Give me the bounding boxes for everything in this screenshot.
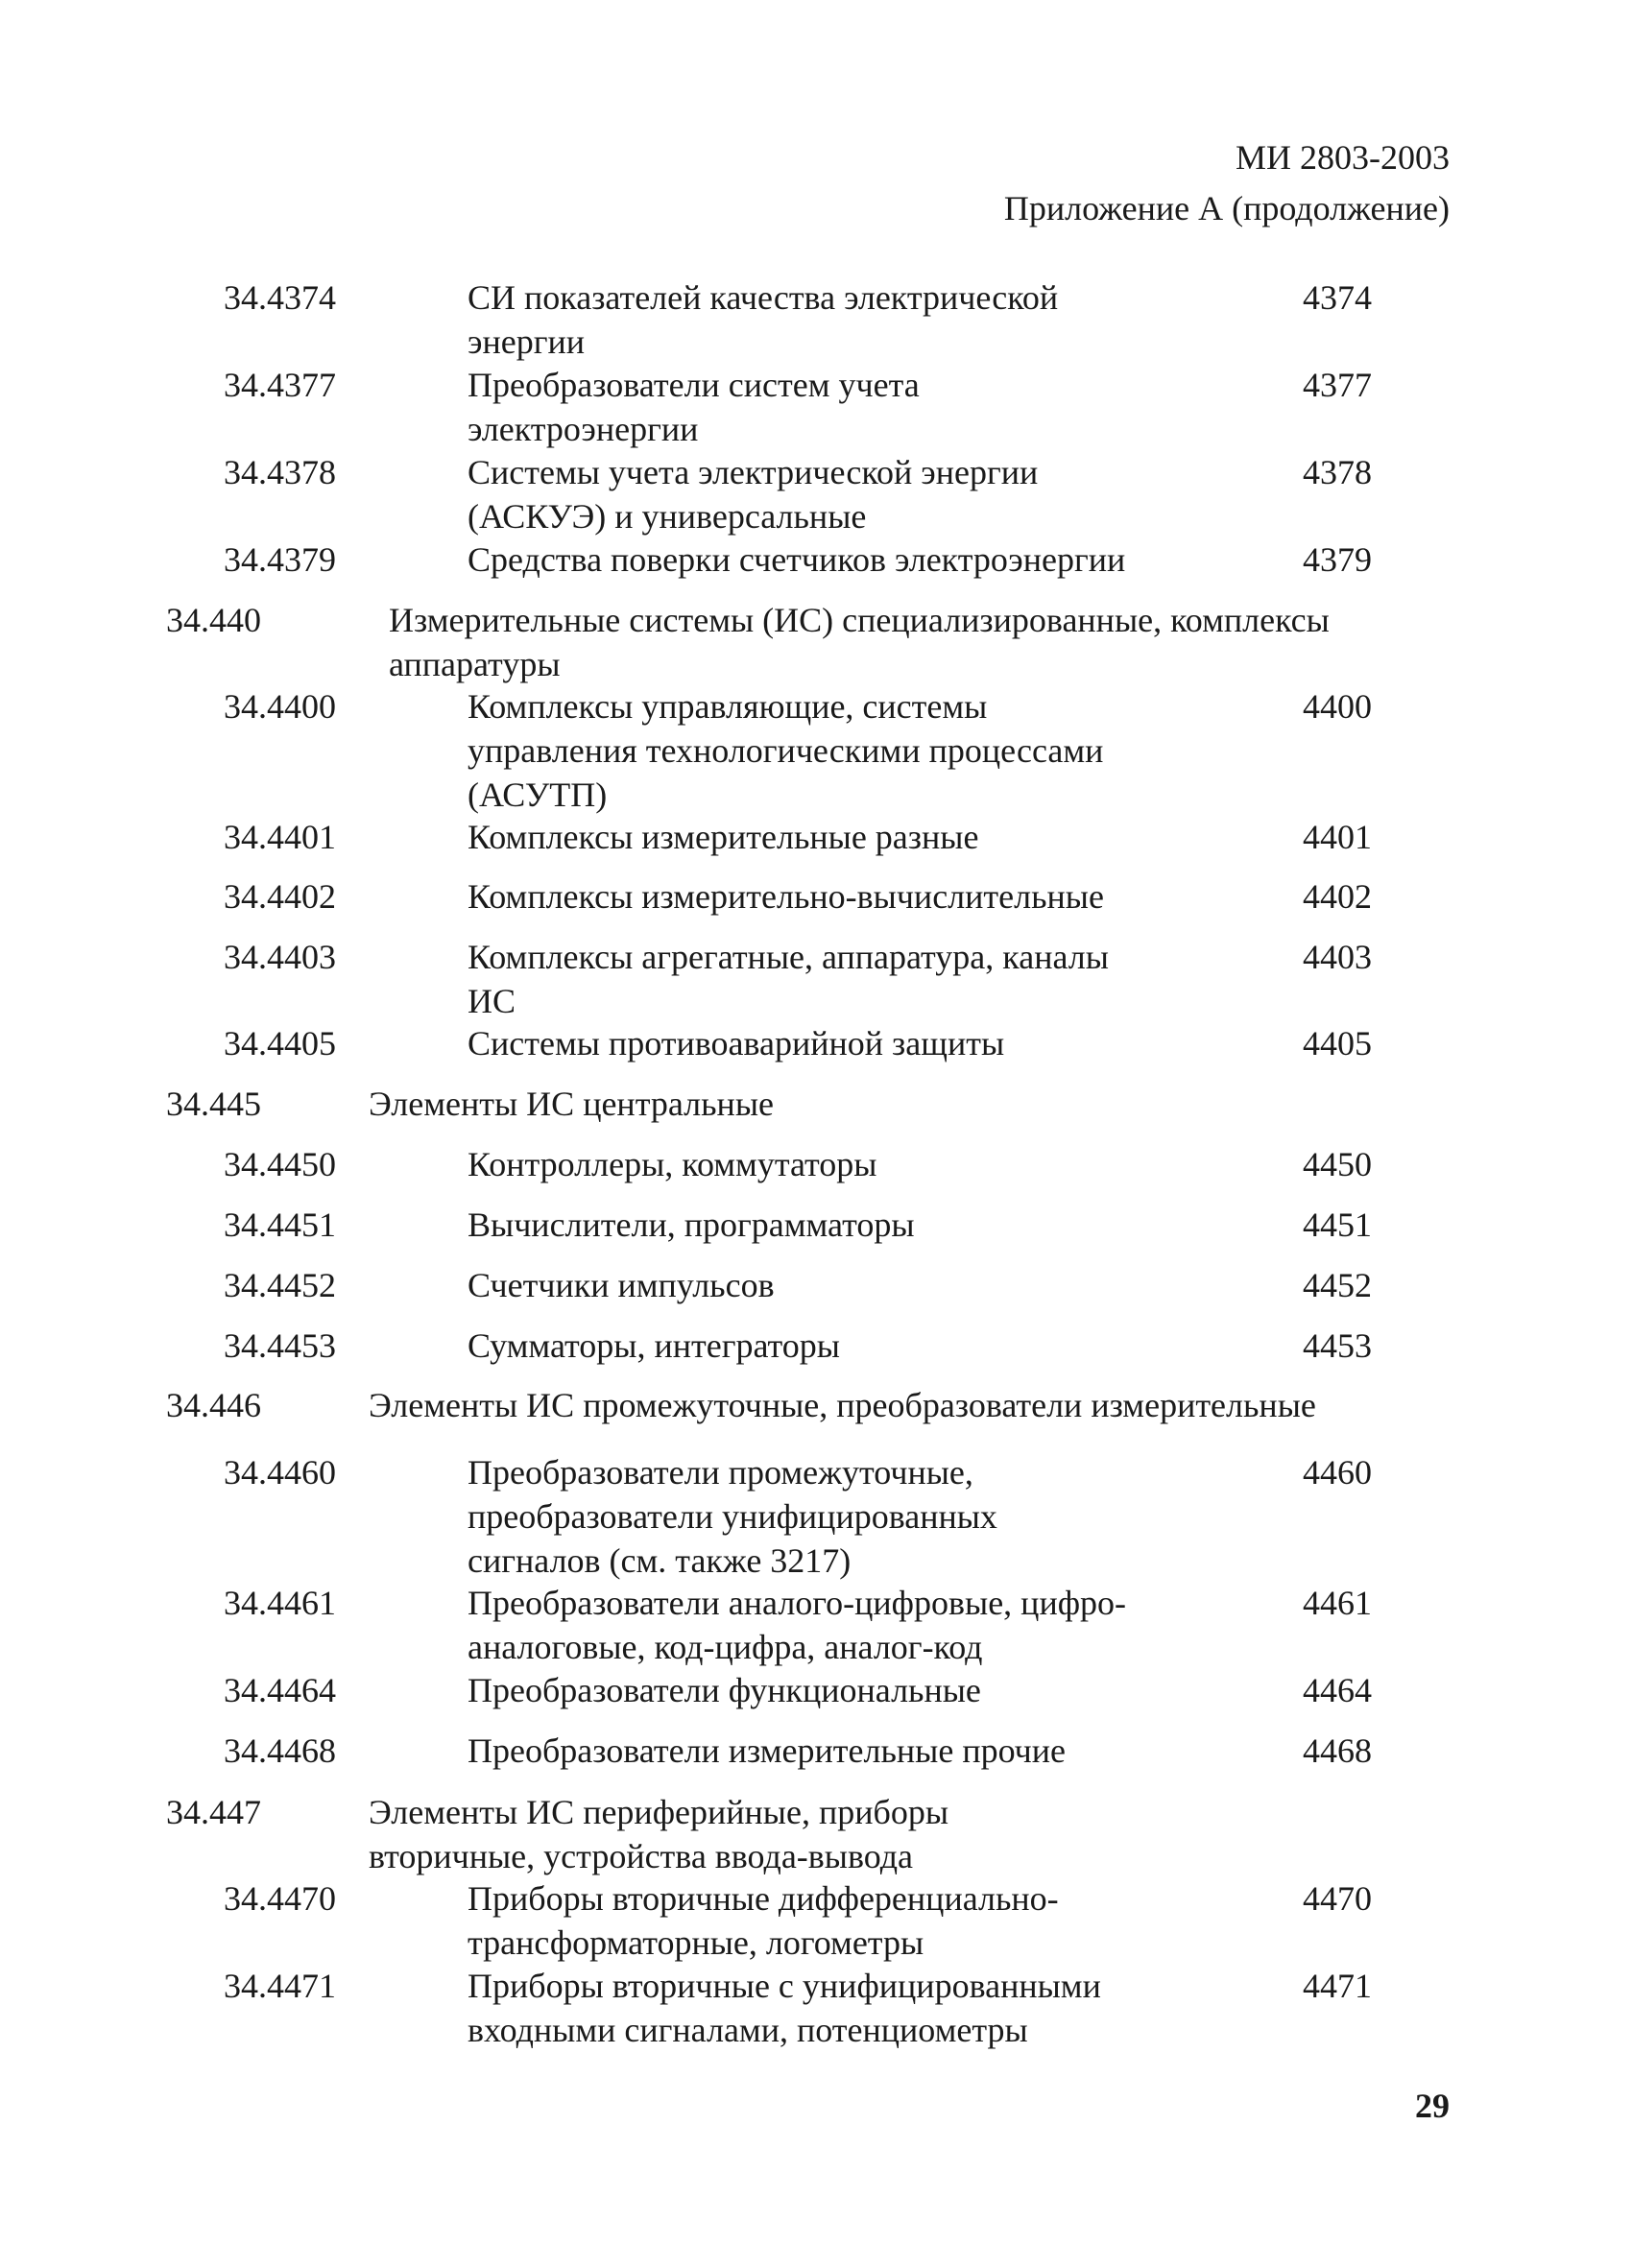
row-number: 4453 xyxy=(1303,1326,1372,1365)
page-number: 29 xyxy=(1415,2087,1450,2125)
row-name-line: ИС xyxy=(468,982,516,1020)
row-name xyxy=(468,1263,1245,1307)
row-number: 4401 xyxy=(1303,818,1372,856)
row-number: 4377 xyxy=(1303,366,1372,404)
row-name-line: Комплексы измерительные разные xyxy=(468,818,979,856)
row-code: 34.4460 xyxy=(224,1453,336,1492)
row-number: 4378 xyxy=(1303,453,1372,491)
row-name xyxy=(468,1729,1245,1773)
row-code: 34.4377 xyxy=(224,366,336,404)
row-name-line: аппаратуры xyxy=(389,645,561,683)
row-code: 34.4401 xyxy=(224,818,336,856)
row-name xyxy=(468,1668,1245,1712)
row-name-line: Вычислители, программаторы xyxy=(468,1206,915,1244)
row-name xyxy=(369,1790,1444,1878)
row-code: 34.447 xyxy=(166,1793,261,1831)
row-code: 34.4378 xyxy=(224,453,336,491)
row-name-line: (АСУТП) xyxy=(468,776,608,814)
row-number: 4451 xyxy=(1303,1206,1372,1244)
row-code: 34.4400 xyxy=(224,687,336,726)
row-name-line: Измерительные системы (ИС) специализированные, комплексы xyxy=(389,601,1330,639)
row-code: 34.4470 xyxy=(224,1879,336,1918)
row-name xyxy=(468,1021,1245,1065)
row-number: 4470 xyxy=(1303,1879,1372,1918)
row-code: 34.4450 xyxy=(224,1145,336,1183)
row-number: 4405 xyxy=(1303,1024,1372,1062)
row-code: 34.446 xyxy=(166,1386,261,1424)
row-code: 34.4374 xyxy=(224,278,336,317)
row-code: 34.4405 xyxy=(224,1024,336,1062)
row-name-line: аналоговые, код-цифра, аналог-код xyxy=(468,1628,983,1666)
row-number: 4374 xyxy=(1303,278,1372,317)
row-name-line: Элементы ИС центральные xyxy=(369,1085,774,1123)
row-name-line: СИ показателей качества электрической xyxy=(468,278,1059,317)
row-number: 4460 xyxy=(1303,1453,1372,1492)
row-name-line: Контроллеры, коммутаторы xyxy=(468,1145,877,1183)
row-name-line: Преобразователи аналого-цифровые, цифро- xyxy=(468,1584,1127,1622)
row-name-line: Комплексы измерительно-вычислительные xyxy=(468,877,1104,916)
row-name-line: преобразователи унифицированных xyxy=(468,1497,997,1536)
row-name-line: Сумматоры, интеграторы xyxy=(468,1326,840,1365)
row-number: 4402 xyxy=(1303,877,1372,916)
row-code: 34.4451 xyxy=(224,1206,336,1244)
row-name-line: Средства поверки счетчиков электроэнергии xyxy=(468,540,1126,579)
row-name-line: Комплексы управляющие, системы xyxy=(468,687,988,726)
row-name xyxy=(468,684,1245,817)
row-name-line: электроэнергии xyxy=(468,410,699,448)
row-code: 34.4379 xyxy=(224,540,336,579)
row-name xyxy=(369,1383,1444,1427)
row-name xyxy=(468,1203,1245,1247)
row-name-line: вторичные, устройства ввода-вывода xyxy=(369,1837,913,1875)
row-name-line: Системы противоаварийной защиты xyxy=(468,1024,1005,1062)
row-number: 4450 xyxy=(1303,1145,1372,1183)
row-name xyxy=(369,1082,1444,1126)
document-id: МИ 2803-2003 xyxy=(1236,138,1450,177)
row-name xyxy=(468,1876,1245,1965)
row-name-line: Приборы вторичные дифференциально- xyxy=(468,1879,1059,1918)
row-name-line: трансформаторные, логометры xyxy=(468,1923,924,1962)
row-name xyxy=(468,1142,1245,1186)
row-number: 4400 xyxy=(1303,687,1372,726)
row-name-line: Комплексы агрегатные, аппаратура, каналы xyxy=(468,938,1109,976)
row-code: 34.4453 xyxy=(224,1326,336,1365)
row-name xyxy=(468,363,1245,451)
row-name-line: Преобразователи функциональные xyxy=(468,1671,981,1709)
row-name xyxy=(468,537,1245,582)
row-name-line: сигналов (см. также 3217) xyxy=(468,1541,852,1580)
row-name xyxy=(468,1581,1245,1669)
row-code: 34.4402 xyxy=(224,877,336,916)
row-name-line: входными сигналами, потенциометры xyxy=(468,2011,1028,2049)
row-code: 34.4403 xyxy=(224,938,336,976)
row-name xyxy=(468,275,1245,364)
row-name xyxy=(468,874,1245,919)
row-name-line: Приборы вторичные с унифицированными xyxy=(468,1967,1101,2005)
row-name xyxy=(468,450,1245,538)
row-name-line: (АСКУЭ) и универсальные xyxy=(468,497,867,536)
row-number: 4452 xyxy=(1303,1266,1372,1304)
row-name-line: Элементы ИС промежуточные, преобразователи измерительные xyxy=(369,1386,1316,1424)
row-code: 34.4461 xyxy=(224,1584,336,1622)
row-name-line: Преобразователи измерительные прочие xyxy=(468,1731,1067,1770)
row-name xyxy=(468,815,1245,859)
row-name-line: Счетчики импульсов xyxy=(468,1266,775,1304)
row-code: 34.4464 xyxy=(224,1671,336,1709)
row-code: 34.4471 xyxy=(224,1967,336,2005)
row-number: 4403 xyxy=(1303,938,1372,976)
row-number: 4379 xyxy=(1303,540,1372,579)
row-name-line: Элементы ИС периферийные, приборы xyxy=(369,1793,949,1831)
appendix-caption: Приложение А (продолжение) xyxy=(1003,189,1450,227)
row-name xyxy=(389,598,1464,686)
row-number: 4468 xyxy=(1303,1731,1372,1770)
row-number: 4464 xyxy=(1303,1671,1372,1709)
row-code: 34.440 xyxy=(166,601,261,639)
row-code: 34.445 xyxy=(166,1085,261,1123)
row-code: 34.4468 xyxy=(224,1731,336,1770)
row-name xyxy=(468,1450,1245,1583)
row-name-line: Системы учета электрической энергии xyxy=(468,453,1039,491)
row-code: 34.4452 xyxy=(224,1266,336,1304)
row-number: 4471 xyxy=(1303,1967,1372,2005)
row-name-line: Преобразователи промежуточные, xyxy=(468,1453,973,1492)
row-name-line: Преобразователи систем учета xyxy=(468,366,920,404)
row-name xyxy=(468,1324,1245,1368)
row-name-line: управления технологическими процессами xyxy=(468,731,1104,770)
row-name xyxy=(468,1964,1245,2052)
row-name xyxy=(468,935,1245,1023)
row-number: 4461 xyxy=(1303,1584,1372,1622)
row-name-line: энергии xyxy=(468,322,585,361)
